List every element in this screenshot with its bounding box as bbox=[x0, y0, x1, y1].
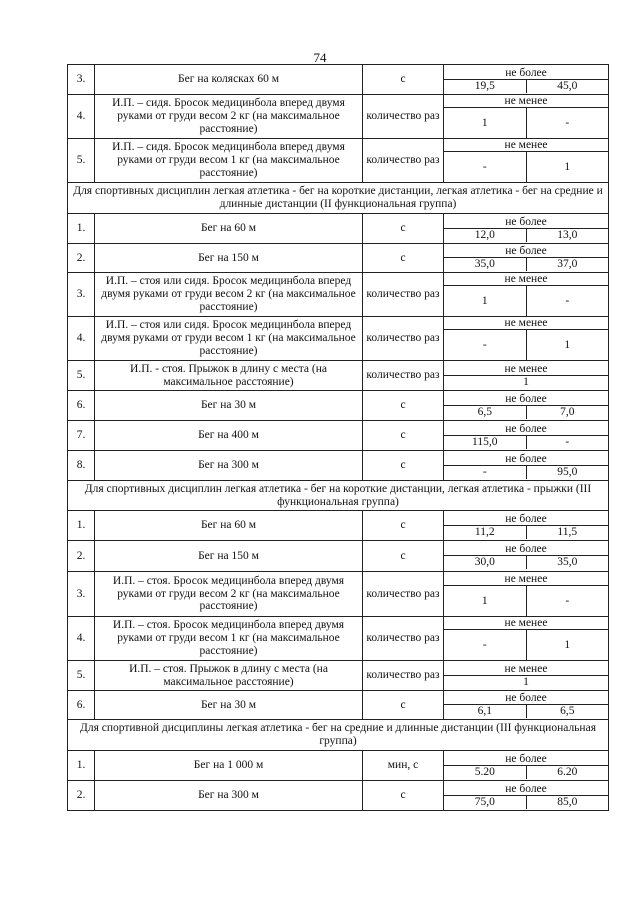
norm-cell bbox=[444, 541, 609, 572]
norm-value-women: - bbox=[526, 286, 609, 316]
unit-cell: количество раз bbox=[363, 361, 444, 391]
norm-values bbox=[444, 258, 608, 271]
table-row bbox=[68, 751, 609, 781]
row-number: 3. bbox=[68, 273, 95, 317]
norm-values bbox=[444, 586, 608, 616]
row-number: 6. bbox=[68, 691, 95, 720]
unit-cell: с bbox=[363, 214, 444, 244]
row-number: 2. bbox=[68, 244, 95, 273]
exercise-name: Бег на 400 м bbox=[95, 421, 363, 451]
norm-value-men: 1 bbox=[481, 594, 488, 607]
norm-value-women: 35,0 bbox=[526, 556, 609, 569]
norm-value-women: - bbox=[526, 436, 609, 449]
exercise-name: И.П. – сидя. Бросок медицинбола вперед двумя руками от груди весом 1 кг (на максимальное расстояние) bbox=[95, 139, 363, 183]
norm-values bbox=[444, 766, 608, 779]
norm-value-men: - bbox=[482, 339, 487, 351]
norm-condition: не менее bbox=[444, 95, 608, 108]
norm-value-women: 6,5 bbox=[526, 705, 609, 718]
norm-cell bbox=[444, 451, 609, 481]
norm-value-men: 11,2 bbox=[474, 525, 495, 538]
norm-value-men: 75,0 bbox=[474, 795, 495, 808]
table-row bbox=[68, 139, 609, 183]
exercise-name: Бег на колясках 60 м bbox=[95, 65, 363, 95]
norm-value-men: 6,5 bbox=[477, 405, 492, 418]
row-number: 2. bbox=[68, 781, 95, 811]
row-number: 1. bbox=[68, 511, 95, 541]
table-row bbox=[68, 572, 609, 617]
norm-values bbox=[444, 229, 608, 242]
norm-cell bbox=[444, 391, 609, 421]
norm-value-women: 45,0 bbox=[526, 80, 609, 93]
row-number: 1. bbox=[68, 751, 95, 781]
norm-cell bbox=[444, 214, 609, 244]
exercise-name: Бег на 60 м bbox=[95, 214, 363, 244]
table-row bbox=[68, 273, 609, 317]
unit-cell: с bbox=[363, 511, 444, 541]
norm-value-women: 1 bbox=[526, 630, 609, 660]
exercise-name: Бег на 300 м bbox=[95, 451, 363, 481]
norm-cell bbox=[444, 661, 609, 691]
norm-value-women: 7,0 bbox=[526, 406, 609, 419]
table-row bbox=[68, 781, 609, 811]
norm-condition: не менее bbox=[444, 317, 608, 330]
norm-value-men: 1 bbox=[481, 295, 488, 307]
norm-condition: не более bbox=[444, 453, 608, 466]
unit-cell: количество раз bbox=[363, 95, 444, 139]
exercise-name: Бег на 150 м bbox=[95, 244, 363, 273]
exercise-name: Бег на 300 м bbox=[95, 781, 363, 811]
norm-values bbox=[444, 330, 608, 360]
section-header-row bbox=[68, 183, 609, 214]
table-row bbox=[68, 391, 609, 421]
norm-values bbox=[444, 286, 608, 316]
norm-condition: не более bbox=[444, 67, 608, 80]
exercise-name: Бег на 60 м bbox=[95, 511, 363, 541]
unit-cell: с bbox=[363, 781, 444, 811]
table-row bbox=[68, 451, 609, 481]
norm-value-men: 19,5 bbox=[474, 79, 495, 92]
norm-cell bbox=[444, 317, 609, 361]
unit-cell: с bbox=[363, 691, 444, 720]
norm-condition: не более bbox=[444, 513, 608, 526]
section-title: Для спортивной дисциплины легкая атлетика - бег на средние и длинные дистанции (III функциональная группа) bbox=[68, 720, 609, 751]
norm-values bbox=[444, 526, 608, 539]
norm-values bbox=[444, 556, 608, 569]
unit-cell: с bbox=[363, 244, 444, 273]
norm-cell bbox=[444, 691, 609, 720]
exercise-name: И.П. – стоя. Бросок медицинбола вперед двумя руками от груди весом 2 кг (на максимальное расстояние) bbox=[95, 572, 363, 617]
table-row bbox=[68, 511, 609, 541]
row-number: 5. bbox=[68, 139, 95, 183]
norm-cell bbox=[444, 421, 609, 451]
norm-value-men: 6,1 bbox=[477, 705, 492, 717]
unit-cell: с bbox=[363, 391, 444, 421]
exercise-name: Бег на 30 м bbox=[95, 691, 363, 720]
table-row bbox=[68, 617, 609, 661]
exercise-name: И.П. – стоя. Прыжок в длину с места (на максимальное расстояние) bbox=[95, 661, 363, 691]
row-number: 8. bbox=[68, 451, 95, 481]
norm-value-women: - bbox=[526, 108, 609, 138]
row-number: 1. bbox=[68, 214, 95, 244]
exercise-name: И.П. – стоя или сидя. Бросок медицинбола вперед двумя руками от груди весом 1 кг (на максимальное расстояние) bbox=[95, 317, 363, 361]
norm-condition: не менее bbox=[444, 363, 608, 376]
unit-cell: количество раз bbox=[363, 317, 444, 361]
unit-cell: количество раз bbox=[363, 661, 444, 691]
norm-condition: не более bbox=[444, 692, 608, 705]
norm-value-women: 95,0 bbox=[526, 466, 609, 479]
norm-value-men: 5.20 bbox=[474, 765, 495, 778]
norm-value-women: 85,0 bbox=[526, 796, 609, 809]
page-number: 74 bbox=[313, 50, 327, 65]
table-row bbox=[68, 421, 609, 451]
norm-value-women: 37,0 bbox=[526, 258, 609, 271]
table-row bbox=[68, 65, 609, 95]
norm-condition: не менее bbox=[444, 139, 608, 152]
table-row bbox=[68, 541, 609, 572]
unit-cell: с bbox=[363, 421, 444, 451]
norm-value-men: 115,0 bbox=[472, 435, 498, 448]
norm-cell bbox=[444, 65, 609, 95]
norm-value-women: 1 bbox=[526, 152, 609, 182]
unit-cell: количество раз bbox=[363, 572, 444, 617]
unit-cell: количество раз bbox=[363, 273, 444, 317]
norm-cell bbox=[444, 95, 609, 139]
norm-cell bbox=[444, 572, 609, 617]
table-row bbox=[68, 244, 609, 273]
norm-condition: не более bbox=[444, 393, 608, 406]
table-row bbox=[68, 691, 609, 720]
norm-cell bbox=[444, 244, 609, 273]
norm-condition: не более bbox=[444, 543, 608, 556]
norm-cell bbox=[444, 781, 609, 811]
norm-condition: не менее bbox=[444, 663, 608, 676]
table-row bbox=[68, 317, 609, 361]
norm-values bbox=[444, 436, 608, 449]
norm-value-combined: 1 bbox=[523, 375, 529, 388]
norm-value-women: 11,5 bbox=[526, 526, 609, 539]
norm-condition: не менее bbox=[444, 573, 608, 586]
norm-value-men: 1 bbox=[481, 117, 488, 129]
norm-condition: не более bbox=[444, 216, 608, 229]
section-header-row bbox=[68, 720, 609, 751]
unit-cell: с bbox=[363, 541, 444, 572]
row-number: 3. bbox=[68, 65, 95, 95]
norm-values bbox=[444, 80, 608, 93]
unit-cell: с bbox=[363, 451, 444, 481]
norm-value-men: - bbox=[482, 465, 487, 478]
unit-cell: количество раз bbox=[363, 617, 444, 661]
norm-values bbox=[444, 630, 608, 660]
row-number: 4. bbox=[68, 617, 95, 661]
norm-value-men: 35,0 bbox=[474, 258, 495, 270]
table-row bbox=[68, 214, 609, 244]
row-number: 3. bbox=[68, 572, 95, 617]
norm-cell bbox=[444, 511, 609, 541]
row-number: 4. bbox=[68, 95, 95, 139]
norm-value-men: 12,0 bbox=[474, 228, 495, 241]
unit-cell: с bbox=[363, 65, 444, 95]
table-row bbox=[68, 361, 609, 391]
norm-values bbox=[444, 676, 608, 689]
norm-value-men: - bbox=[482, 639, 487, 651]
section-title: Для спортивных дисциплин легкая атлетика - бег на короткие дистанции, легкая атлетика - прыжки (III функциональная группа) bbox=[68, 481, 609, 511]
standards-table bbox=[67, 64, 609, 811]
norm-condition: не более bbox=[444, 423, 608, 436]
row-number: 4. bbox=[68, 317, 95, 361]
norm-value-women: 6.20 bbox=[526, 766, 609, 779]
norm-cell bbox=[444, 273, 609, 317]
exercise-name: И.П. – стоя. Бросок медицинбола вперед двумя руками от груди весом 1 кг (на максимальное расстояние) bbox=[95, 617, 363, 661]
norm-values bbox=[444, 796, 608, 809]
norm-cell bbox=[444, 361, 609, 391]
unit-cell: количество раз bbox=[363, 139, 444, 183]
row-number: 5. bbox=[68, 361, 95, 391]
table-row bbox=[68, 661, 609, 691]
exercise-name: И.П. - стоя. Прыжок в длину с места (на максимальное расстояние) bbox=[95, 361, 363, 391]
exercise-name: И.П. – сидя. Бросок медицинбола вперед двумя руками от груди весом 2 кг (на максимальное расстояние) bbox=[95, 95, 363, 139]
norm-values bbox=[444, 466, 608, 479]
norm-cell bbox=[444, 139, 609, 183]
norm-value-women: - bbox=[526, 586, 609, 616]
exercise-name: Бег на 150 м bbox=[95, 541, 363, 572]
norm-value-men: 30,0 bbox=[474, 556, 495, 568]
exercise-name: Бег на 1 000 м bbox=[95, 751, 363, 781]
norm-values bbox=[444, 108, 608, 138]
norm-value-women: 13,0 bbox=[526, 229, 609, 242]
norm-value-men: - bbox=[482, 161, 487, 173]
norm-condition: не более bbox=[444, 245, 608, 258]
norm-values bbox=[444, 376, 608, 389]
section-header-row bbox=[68, 481, 609, 511]
norm-condition: не более bbox=[444, 783, 608, 796]
norm-condition: не более bbox=[444, 753, 608, 766]
norm-condition: не менее bbox=[444, 617, 608, 630]
norm-value-women: 1 bbox=[526, 330, 609, 360]
norm-values bbox=[444, 152, 608, 182]
norm-values bbox=[444, 406, 608, 419]
norm-value-combined: 1 bbox=[523, 675, 529, 688]
row-number: 5. bbox=[68, 661, 95, 691]
row-number: 2. bbox=[68, 541, 95, 572]
norm-values bbox=[444, 705, 608, 718]
exercise-name: Бег на 30 м bbox=[95, 391, 363, 421]
exercise-name: И.П. – стоя или сидя. Бросок медицинбола вперед двумя руками от груди весом 2 кг (на максимальное расстояние) bbox=[95, 273, 363, 317]
row-number: 6. bbox=[68, 391, 95, 421]
section-title: Для спортивных дисциплин легкая атлетика - бег на короткие дистанции, легкая атлетика - бег на средние и длинные дистанции (II функциональная группа) bbox=[68, 183, 609, 214]
table-row bbox=[68, 95, 609, 139]
row-number: 7. bbox=[68, 421, 95, 451]
norm-cell bbox=[444, 617, 609, 661]
norm-cell bbox=[444, 751, 609, 781]
norm-condition: не менее bbox=[444, 273, 608, 286]
unit-cell: мин, с bbox=[363, 751, 444, 781]
